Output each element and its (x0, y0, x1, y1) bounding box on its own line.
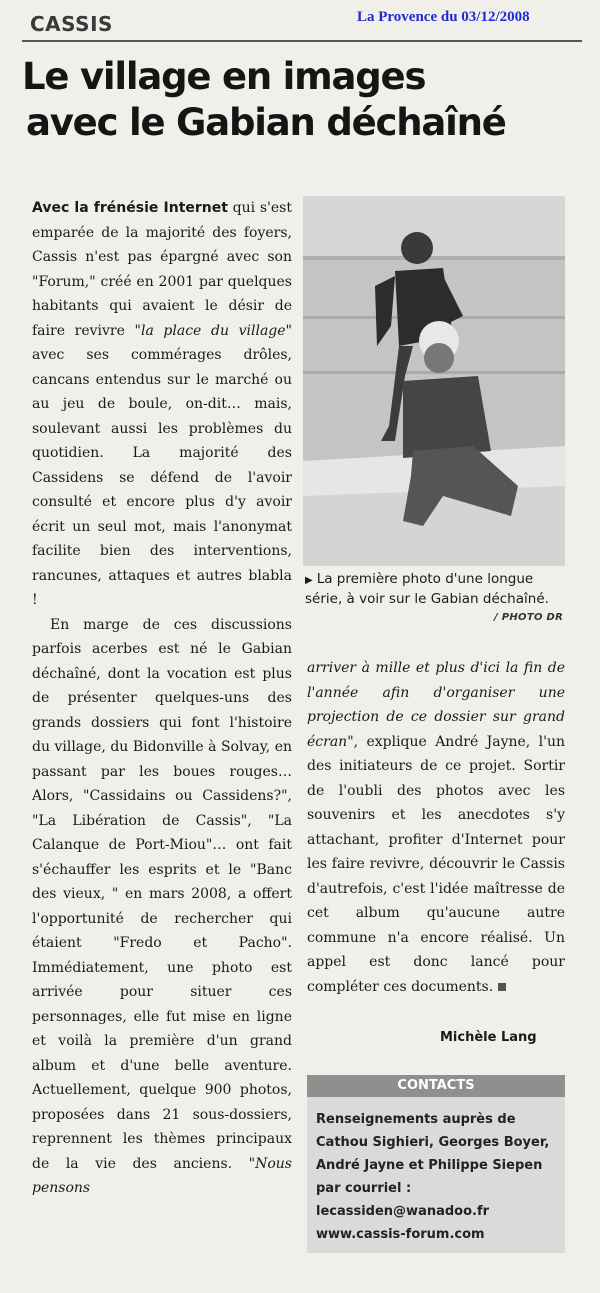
photo-illustration (303, 196, 565, 566)
caption-text: La première photo d'une longue série, à voir sur le Gabian déchaîné. (305, 571, 549, 607)
contacts-title: CONTACTS (307, 1075, 565, 1097)
column-2-paragraph (307, 656, 565, 999)
section-label: CASSIS (30, 12, 113, 36)
headline-line-1: Le village en images (22, 55, 426, 98)
contacts-text: Renseignements auprès de Cathou Sighieri, Georges Boyer, André Jayne et Philippe Siepen par courriel : (316, 1112, 550, 1196)
caption-triangle-icon: ▶ (305, 575, 313, 586)
paragraph-1-text: qui s'est emparée de la majorité des foyers, Cassis n'est pas épargné avec son "Forum," créé en 2001 par quelques habitants qui avaient le désir de faire revivre " (32, 200, 292, 339)
column-2-italic: arriver à mille et plus d'ici la fin de l'année afin d'organiser une projection de ce dossier sur grand écran (307, 660, 565, 750)
headline-line-2: avec le Gabian déchaîné (26, 101, 506, 144)
contacts-email[interactable]: lecassiden@wanadoo.fr (316, 1204, 490, 1219)
paragraph-2-text: En marge de ces discussions parfois acerbes est né le Gabian déchaîné, dont la vocation est plus de présenter quelques-uns des grands dossiers qui font l'histoire du village, du Bidonville à Solvay, en passant par les boues rouges… Alors, "Cassidains ou Cassidens?", "La Libération de Cassis", "La Calanque de Port-Miou"… ont fait s'échauffer les esprits et le "Banc des vieux, " en mars 2008, a offert l'opportunité de rechercher qui étaient "Fredo et Pacho". Immédiatement, une photo est arrivée pour situer ces personnages, elle fut mise en ligne et voilà la première d'un grand album et d'une belle aventure. Actuellement, quelque 900 photos, proposées dans 21 sous-dossiers, reprennent les thèmes principaux de la vie des anciens. " (32, 616, 292, 1172)
top-rule (22, 40, 582, 42)
source-label: La Provence du 03/12/2008 (357, 9, 530, 25)
contacts-website[interactable]: www.cassis-forum.com (316, 1227, 485, 1242)
end-square-icon (498, 983, 506, 991)
article-column-1 (32, 196, 292, 1201)
paragraph-1-italic: la place du village (140, 322, 286, 339)
photo-caption (305, 570, 565, 609)
author-signature: Michèle Lang (440, 1030, 537, 1045)
article-paragraph-1 (32, 196, 292, 613)
article-paragraph-2 (32, 613, 292, 1201)
paragraph-2-italic: Nous pensons (32, 1155, 292, 1196)
column-2-text: ", explique André Jayne, l'un des initiateurs de ce projet. Sortir de l'oubli des photos avec les souvenirs et les anecdotes s'y attachant, profiter d'Internet pour les faire revivre, découvrir le Cassis d'autrefois, c'est l'idée maîtresse de cet album qu'aucune autre commune n'a encore réalisé. Un appel est donc lancé pour compléter ces documents. (307, 733, 565, 995)
photo-credit: / PHOTO DR (494, 612, 564, 623)
paragraph-1-end: " avec ses commérages drôles, cancans entendus sur le marché ou au jeu de boule, on-dit… mais, soulevant aussi les problèmes du quotidien. La majorité des Cassidens se défend de l'avoir consulté et encore plus d'y avoir écrit un seul mot, mais l'anonymat facilite bien des interventions, rancunes, attaques et autres blabla ! (32, 322, 292, 608)
article-photo (303, 196, 565, 566)
article-column-2 (307, 656, 565, 999)
contacts-body (316, 1108, 561, 1246)
headline (22, 54, 592, 146)
lead-in: Avec la frénésie Internet (32, 200, 228, 216)
